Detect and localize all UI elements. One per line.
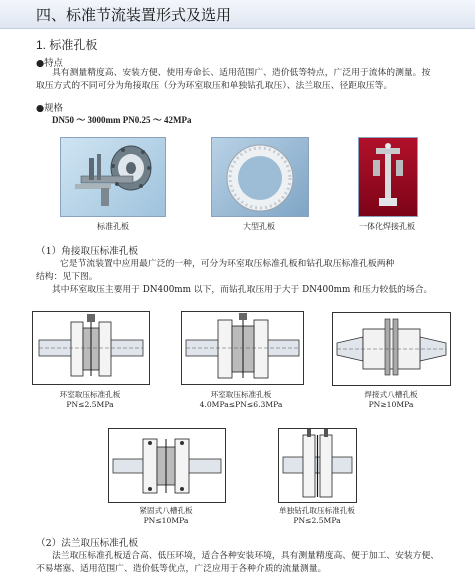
section-header bbox=[0, 0, 475, 29]
diagram3-pressure: PN≥10MPa bbox=[368, 400, 414, 409]
diagram5-name: 单独钻孔取压标准孔板 bbox=[279, 506, 355, 515]
subheading-corner-tap: （1）角接取压标准孔板 bbox=[36, 246, 139, 257]
diagram4-pressure: PN≤10MPa bbox=[143, 516, 189, 525]
diagram1-caption bbox=[40, 390, 140, 410]
diagram-fastened-eight-groove bbox=[108, 428, 226, 503]
spec-heading: ●规格 bbox=[36, 103, 63, 114]
flange-tap-text-line1: 法兰取压标准孔板适合高、低压环境，适合各种安装环境，具有测量精度高、便于加工、安装方便、 bbox=[52, 551, 440, 561]
features-heading: ●特点 bbox=[36, 58, 63, 69]
flange-tap-text-line2: 不易堵塞、适用范围广、造价低等优点，广泛应用于各种介质的流量测量。 bbox=[36, 564, 327, 574]
caption-standard-orifice: 标准孔板 bbox=[97, 222, 129, 231]
fastened-eight-groove-drawing bbox=[109, 429, 225, 502]
diagram-annular-chamber-high bbox=[181, 311, 304, 385]
subheading-flange-tap: （2）法兰取压标准孔板 bbox=[36, 538, 139, 549]
subheading-standard-orifice: 1. 标准孔板 bbox=[36, 38, 98, 52]
corner-tap-text-line1: 它是节流装置中应用最广泛的一种，可分为环室取压标准孔板和钻孔取压标准孔板两种 bbox=[60, 259, 395, 269]
diagram-single-drill-hole bbox=[278, 428, 357, 503]
features-text-line1: 具有测量精度高、安装方便、使用寿命长、适用范围广、造价低等特点，广泛用于流体的测量。按 bbox=[52, 68, 431, 78]
diagram3-caption bbox=[341, 390, 441, 410]
welded-eight-groove-drawing bbox=[333, 313, 450, 385]
diagram-annular-chamber-low bbox=[32, 311, 150, 385]
diagram4-name: 紧固式八槽孔板 bbox=[139, 506, 193, 515]
diagram5-caption bbox=[267, 506, 367, 526]
diagram1-name: 环室取压标准孔板 bbox=[59, 390, 121, 399]
welded-orifice-image bbox=[359, 138, 417, 216]
single-drill-hole-drawing bbox=[279, 429, 356, 502]
caption-large-orifice: 大型孔板 bbox=[243, 222, 275, 231]
diagram2-pressure: 4.0MPa≤PN≤6.3MPa bbox=[199, 400, 283, 409]
diagram2-caption bbox=[191, 390, 291, 410]
annular-chamber-high-drawing bbox=[182, 312, 303, 384]
corner-tap-text-line2: 结构：见下图。 bbox=[36, 272, 98, 282]
diagram5-pressure: PN≤2.5MPa bbox=[293, 516, 341, 525]
spec-value: DN50 ～ 3000mm PN0.25 ～ 42MPa bbox=[52, 115, 192, 125]
diagram4-caption bbox=[116, 506, 216, 526]
annular-chamber-drawing bbox=[33, 312, 149, 384]
section-header-title: 四、标准节流装置形式及选用 bbox=[36, 7, 232, 24]
diagram1-pressure: PN≤2.5MPa bbox=[66, 400, 114, 409]
large-ring-image bbox=[212, 138, 308, 216]
orifice-flange-image bbox=[61, 138, 165, 216]
photo-welded-orifice bbox=[358, 137, 418, 217]
features-text-line2: 取压方式的不同可分为角接取压（分为环室取压和单独钻孔取压）、法兰取压、径距取压等。 bbox=[36, 81, 393, 91]
diagram-welded-eight-groove bbox=[332, 312, 451, 386]
caption-welded-orifice: 一体化焊接孔板 bbox=[359, 222, 415, 231]
photo-large-orifice bbox=[211, 137, 309, 217]
corner-tap-text-line3: 其中环室取压主要用于 DN400mm 以下，而钻孔取压用于大于 DN400mm 和压力较低的场合。 bbox=[52, 285, 433, 295]
photo-standard-orifice bbox=[60, 137, 166, 217]
diagram3-name: 焊接式八槽孔板 bbox=[364, 390, 418, 399]
diagram2-name: 环室取压标准孔板 bbox=[210, 390, 272, 399]
